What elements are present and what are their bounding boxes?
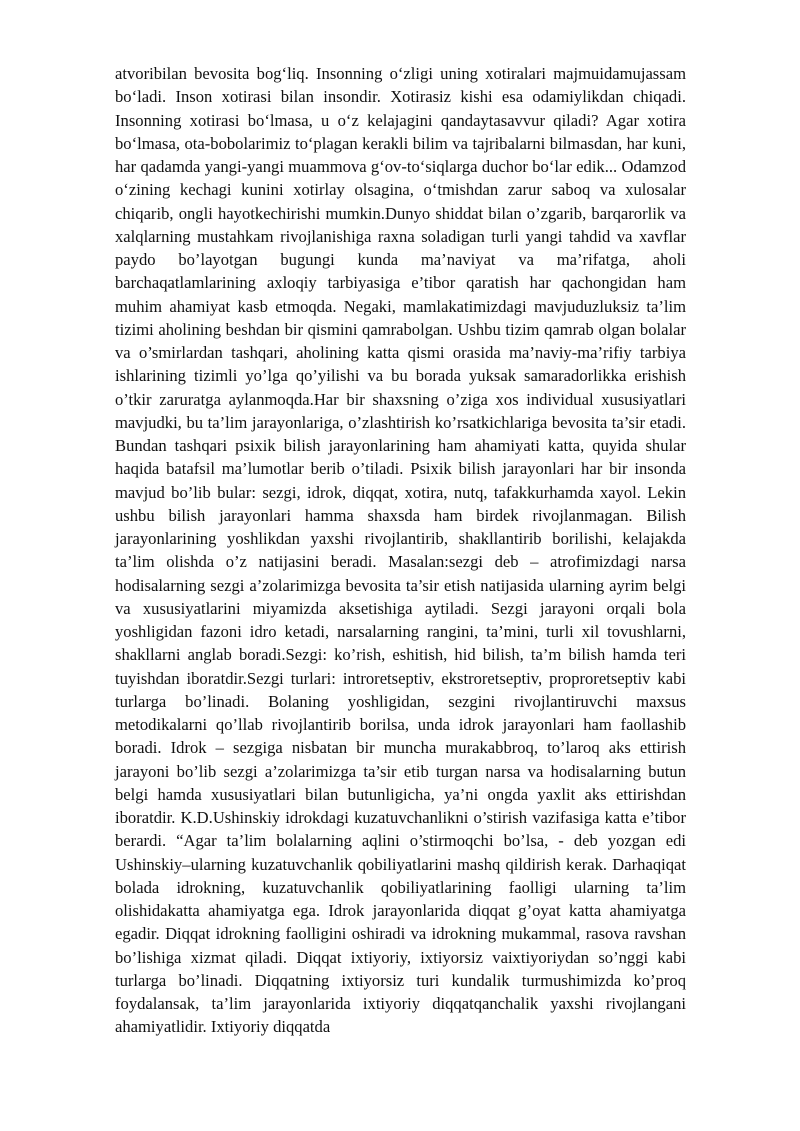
body-paragraph: atvoribilan bevosita bog‘liq. Insonning o‘zligi uning xotiralari majmuidamujassam bo‘ladi. Inson xotirasi bilan insondir. Xotirasiz kishi esa odamiylikdan chiqadi. Insonning xotirasi bo‘lmasa, u o‘z kelajagini qandaytasavvur qiladi? Agar xotira bo‘lmasa, ota-bobolarimiz to‘plagan kerakli bilim va tajribalarni bilmasdan, har kuni, har qadamda yangi-yangi muammova g‘ov-to‘siqlarga duchor bo‘lar edik... Odamzod o‘zining kechagi kunini xotirlay olsagina, o‘tmishdan zarur saboq va xulosalar chiqarib, ongli hayotkechirishi mumkin.Dunyo shiddat bilan o’zgarib, barqarorlik va xalqlarning mustahkam rivojlanishiga raxna soladigan turli yangi tahdid va xavflar paydo bo’layotgan bugungi kunda ma’naviyat va ma’rifatga, aholi barchaqatlamlarining axloqiy tarbiyasiga e’tibor qaratish har qachongidan ham muhim ahamiyat kasb etmoqda. Negaki, mamlakatimizdagi mavjuduzluksiz ta’lim tizimi aholining beshdan bir qismini qamrabolgan. Ushbu tizim qamrab olgan bolalar va o’smirlardan tashqari, aholining katta qismi orasida ma’naviy-ma’rifiy tarbiya ishlarining tizimli yo’lga qo’yilishi va bu borada yuksak samaradorlikka erishish o’tkir zaruratga aylanmoqda.Har bir shaxsning o’ziga xos individual xususiyatlari mavjudki, bu ta’lim jarayonlariga, o’zlashtirish ko’rsatkichlariga bevosita ta’sir etadi. Bundan tashqari psixik bilish jarayonlarining ham ahamiyati katta, quyida shular haqida batafsil ma’lumotlar berib o’tiladi. Psixik bilish jarayonlari har bir insonda mavjud bo’lib bular: sezgi, idrok, diqqat, xotira, nutq, tafakkurhamda xayol. Lekin ushbu bilish jarayonlari hamma shaxsda ham birdek rivojlanmagan. Bilish jarayonlarining yoshlikdan yaxshi rivojlantirib, shakllantirib borilishi, kelajakda ta’lim olishda o’z natijasini beradi. Masalan:sezgi deb – atrofimizdagi narsa hodisalarning sezgi a’zolarimizga bevosita ta’sir etish natijasida ularning ayrim belgi va xususiyatlarini miyamizda aksetishiga aytiladi. Sezgi jarayoni orqali bola yoshligidan fazoni idro ketadi, narsalarning rangini, ta’mini, turli xil tovushlarni, shakllarni anglab boradi.Sezgi: ko’rish, eshitish, hid bilish, ta’m bilish hamda teri tuyishdan iboratdir.Sezgi turlari: introretseptiv, ekstroretseptiv, proproretseptiv kabi turlarga bo’linadi. Bolaning yoshligidan, sezgini rivojlantiruvchi maxsus metodikalarni qo’llab rivojlantirib borilsa, unda idrok jarayonlari ham faollashib boradi. Idrok – sezgiga nisbatan bir muncha murakabbroq, to’laroq aks ettirish jarayoni bo’lib sezgi a’zolarimizga ta’sir etib turgan narsa va hodisalarning butun belgi hamda xususiyatlari bilan butunligicha, ya’ni ongda yaxlit aks ettirishdan iboratdir. K.D.Ushinskiy idrokdagi kuzatuvchanlikni o’stirish vazifasiga katta e’tibor berardi. “Agar ta’lim bolalarning aqlini o’stirmoqchi bo’lsa, - deb yozgan edi Ushinskiy–ularning kuzatuvchanlik qobiliyatlarini mashq qildirish kerak. Darhaqiqat bolada idrokning, kuzatuvchanlik qobiliyatlarining faolligi ularning ta’lim olishidakatta ahamiyatga ega. Idrok jarayonlarida diqqat g’oyat katta ahamiyatga egadir. Diqqat idrokning faolligini oshiradi va idrokning mukammal, rasova ravshan bo’lishiga xizmat qiladi. Diqqat ixtiyoriy, ixtiyorsiz vaixtiyoriydan so’nggi kabi turlarga bo’linadi. Diqqatning ixtiyorsiz turi kundalik turmushimizda ko’proq foydalansak, ta’lim jarayonlarida ixtiyoriy diqqatqanchalik yaxshi rivojlangani ahamiyatlidir. Ixtiyoriy diqqatda <box>115 64 686 1037</box>
document-page <box>115 62 686 1039</box>
